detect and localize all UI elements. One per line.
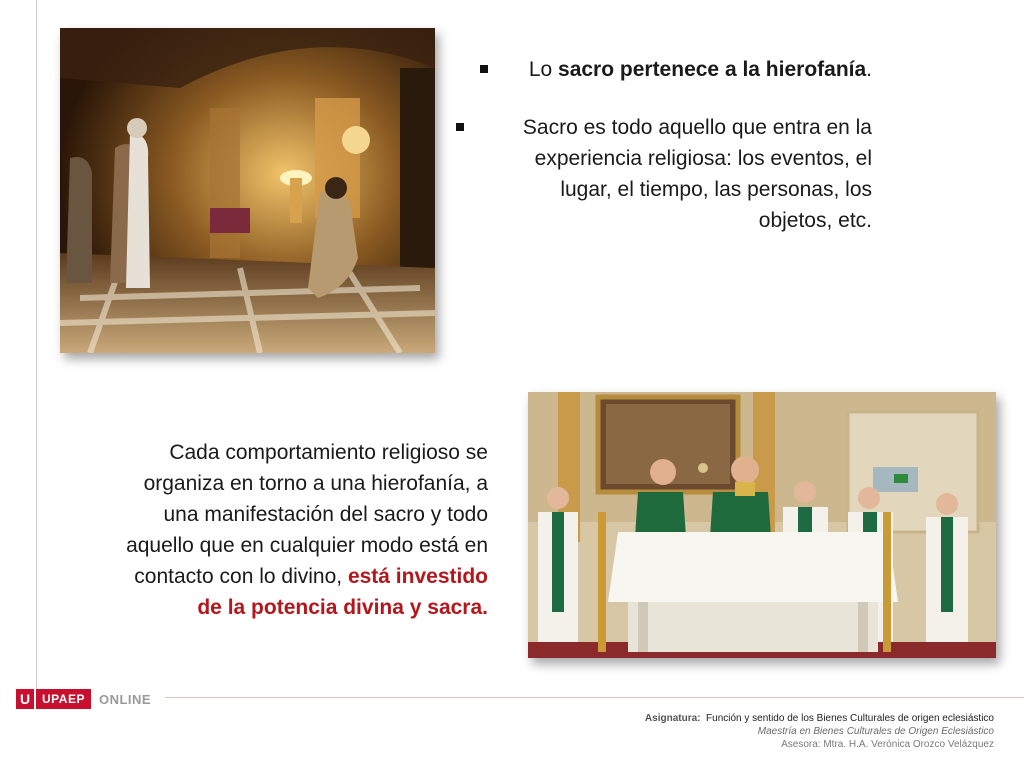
upaep-online-logo bbox=[16, 689, 151, 709]
church-interior-photo bbox=[60, 28, 435, 353]
logo-name: UPAEP bbox=[36, 689, 91, 709]
logo-u-mark: U bbox=[16, 689, 34, 709]
bullet-text-pre: Lo bbox=[528, 58, 559, 81]
footer-advisor: Asesora: Mtra. H.A. Verónica Orozco Velázquez bbox=[781, 739, 994, 750]
bullet-text: Sacro es todo aquello que entra en la experiencia religiosa: los eventos, el lugar, el tiempo, las personas, los objetos, etc. bbox=[522, 116, 872, 232]
logo-suffix: ONLINE bbox=[98, 691, 152, 707]
footer-credits bbox=[645, 712, 994, 751]
mass-celebration-photo bbox=[528, 392, 996, 658]
square-bullet-icon bbox=[480, 65, 488, 73]
bullet-item bbox=[450, 112, 872, 236]
paragraph-emphasis: está investido de la potencia divina y sacra. bbox=[197, 565, 488, 619]
footer-subject-label: Asignatura: bbox=[644, 713, 701, 724]
bullet-text-post: . bbox=[866, 58, 872, 81]
bullet-list bbox=[450, 54, 872, 263]
horizontal-rule bbox=[165, 697, 1024, 698]
vertical-rule bbox=[36, 0, 37, 690]
footer-subject-line bbox=[645, 712, 994, 725]
body-paragraph bbox=[105, 437, 488, 623]
paragraph-text: Cada comportamiento religioso se organiza en torno a una hierofanía, a una manifestación del sacro y todo aquello que en cualquier modo está en contacto con lo divino, bbox=[126, 441, 488, 588]
footer-subject: Función y sentido de los Bienes Culturales de origen eclesiástico bbox=[706, 713, 994, 724]
footer-program: Maestría en Bienes Culturales de Origen Eclesiástico bbox=[757, 726, 994, 737]
bullet-text-bold: sacro pertenece a la hierofanía bbox=[558, 58, 867, 81]
bullet-item bbox=[450, 54, 872, 85]
square-bullet-icon bbox=[456, 123, 464, 131]
